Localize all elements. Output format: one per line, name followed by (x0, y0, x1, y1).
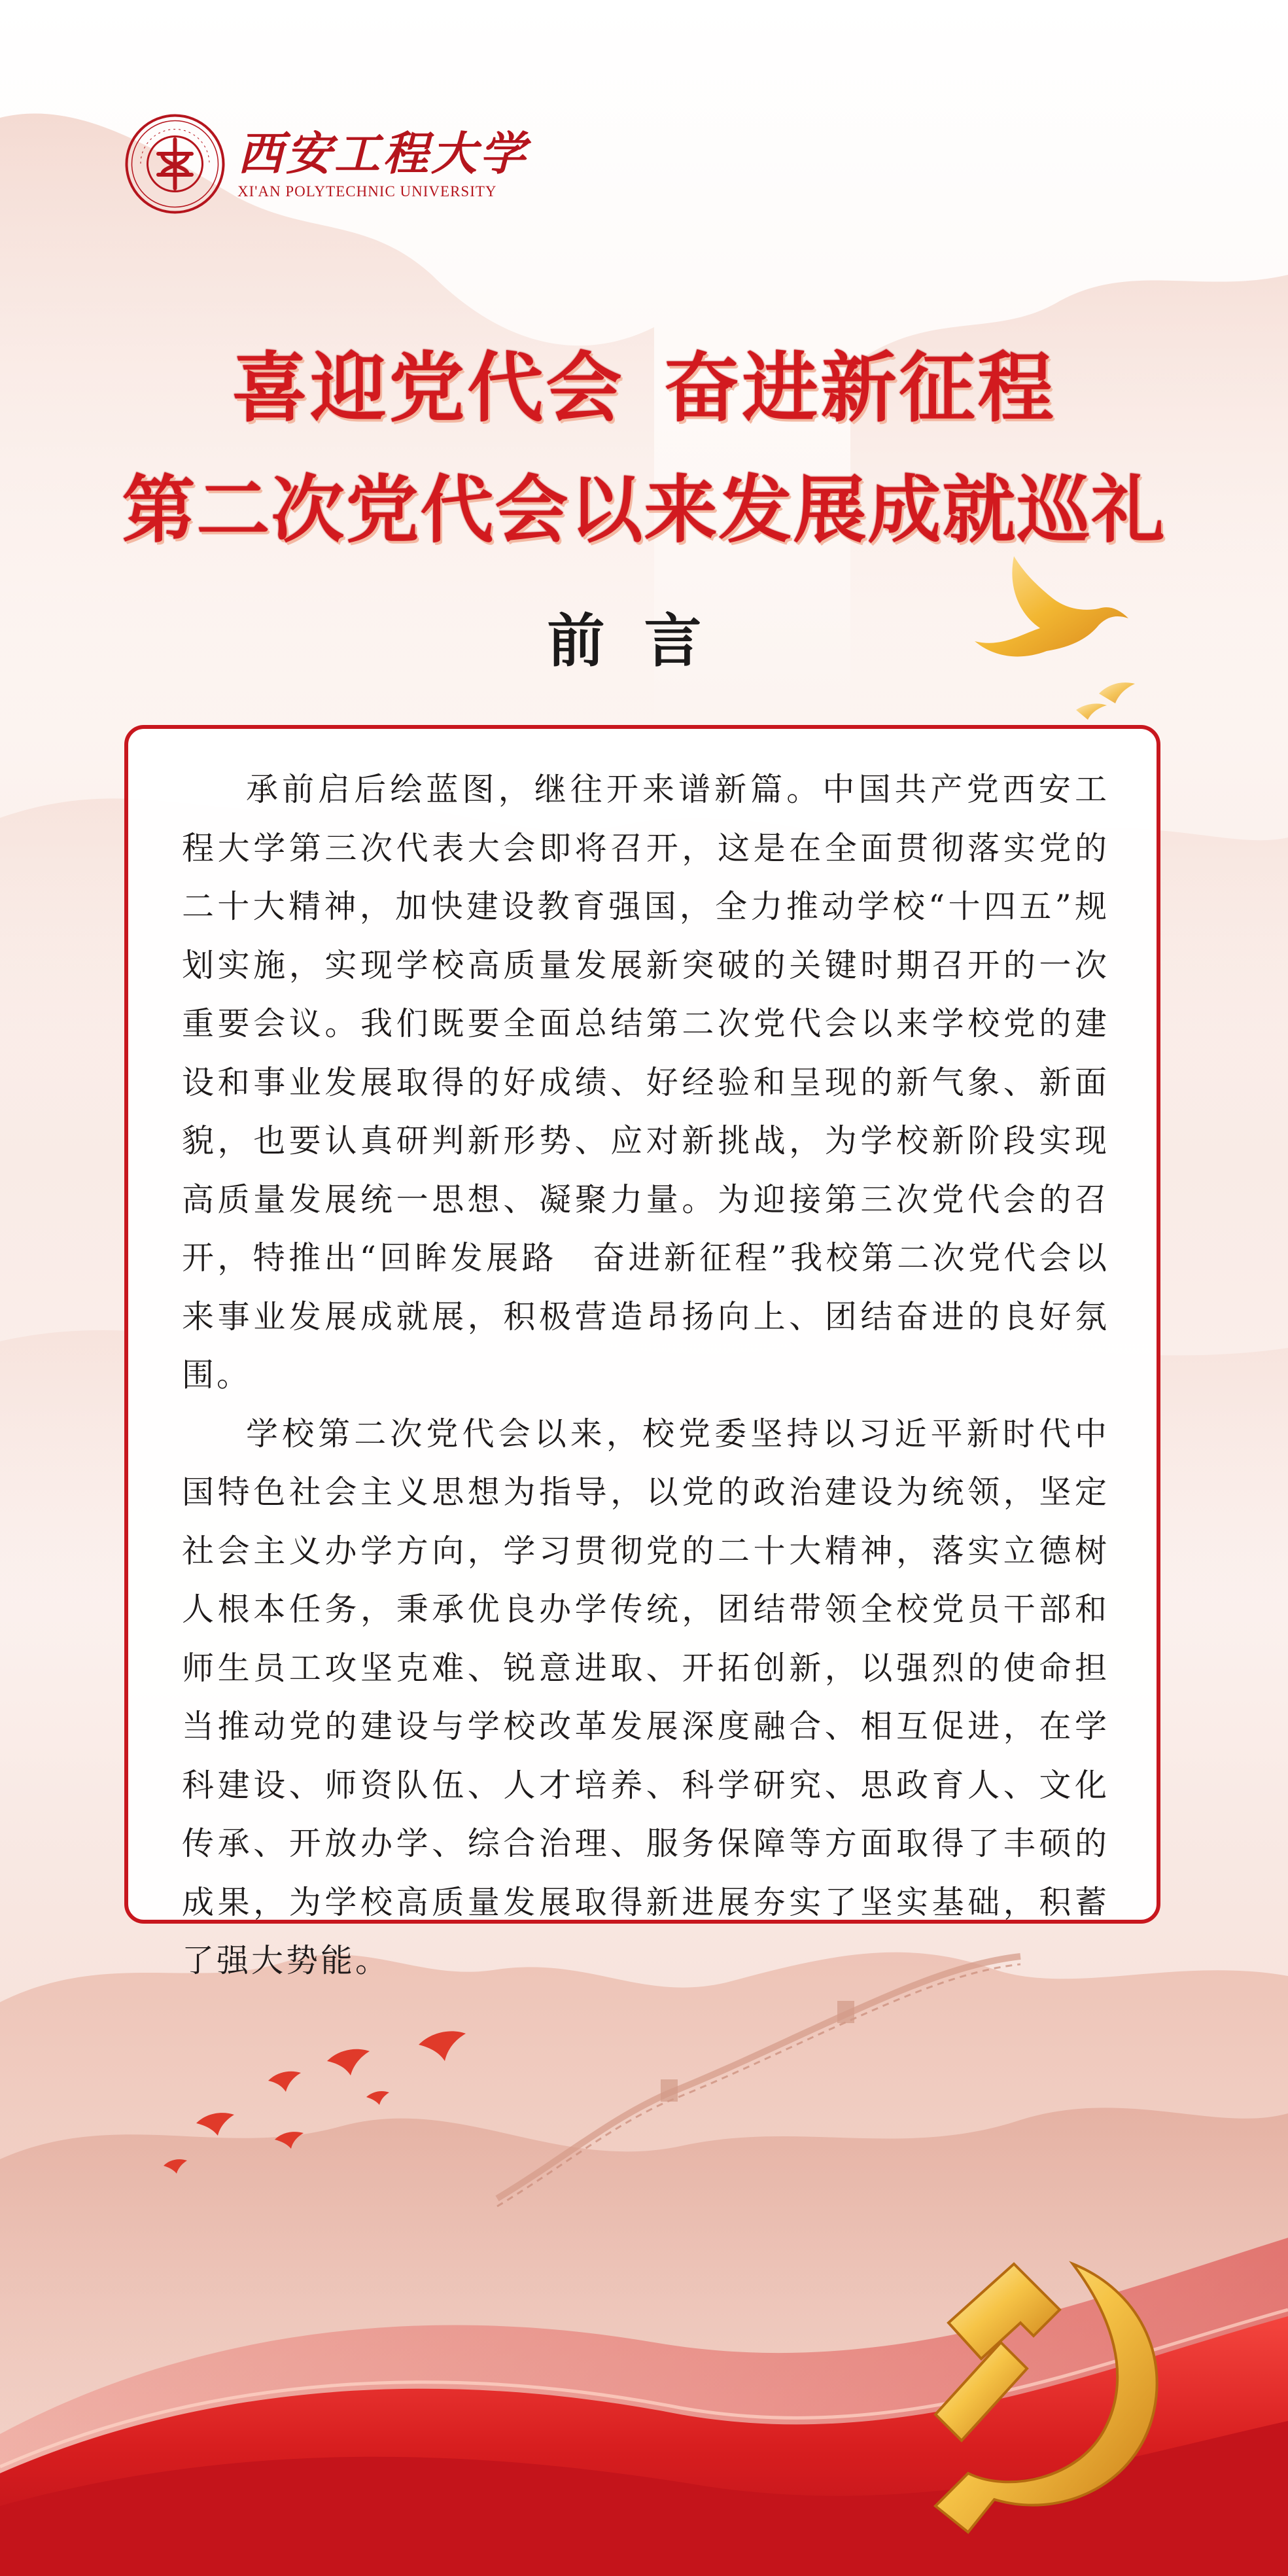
main-title-part-1: 喜迎党代会 (232, 344, 625, 432)
preface-paragraph-2: 学校第二次党代会以来，校党委坚持以习近平新时代中国特色社会主义思想为指导，以党的政治建设为统领，坚定社会主义办学方向，学习贯彻党的二十大精神，落实立德树人根本任务，秉承优良办学传统，团结带领全校党员干部和师生员工攻坚克难、锐意进取、开拓创新，以强烈的使命担当推动党的建设与学校改革发展深度融合、相互促进，在学科建设、师资队伍、人才培养、科学研究、思政育人、文化传承、开放办学、综合治理、服务保障等方面取得了丰硕的成果，为学校高质量发展取得新进展夯实了坚实基础，积蓄了强大势能。 (182, 1415, 1109, 1979)
main-title-part-2: 奋进新征程 (663, 344, 1056, 432)
university-name-english: XI'AN POLYTECHNIC UNIVERSITY (237, 183, 497, 200)
flying-birds-icon (164, 2031, 466, 2174)
preface-paragraph-1: 承前启后绘蓝图，继往开来谱新篇。中国共产党西安工程大学第三次代表大会即将召开，这是在全面贯彻落实党的二十大精神，加快建设教育强国，全力推动学校“十四五”规划实施，实现学校高质量发展新突破的关键时期召开的一次重要会议。我们既要全面总结第二次党代会以来学校党的建设和事业发展取得的好成绩、好经验和呈现的新气象、新面貌，也要认真研判新形势、应对新挑战，为学校新阶段实现高质量发展统一思想、凝聚力量。为迎接第三次党代会的召开，特推出“回眸发展路 奋进新征程”我校第二次党代会以来事业发展成就展，积极营造昂扬向上、团结奋进的良好氛围。 (182, 771, 1109, 1394)
preface-heading: 前言 (547, 607, 741, 675)
main-title-line-2: 第二次党代会以来发展成就巡礼 (122, 467, 1166, 553)
university-name-chinese: 西安工程大学 (237, 126, 528, 181)
